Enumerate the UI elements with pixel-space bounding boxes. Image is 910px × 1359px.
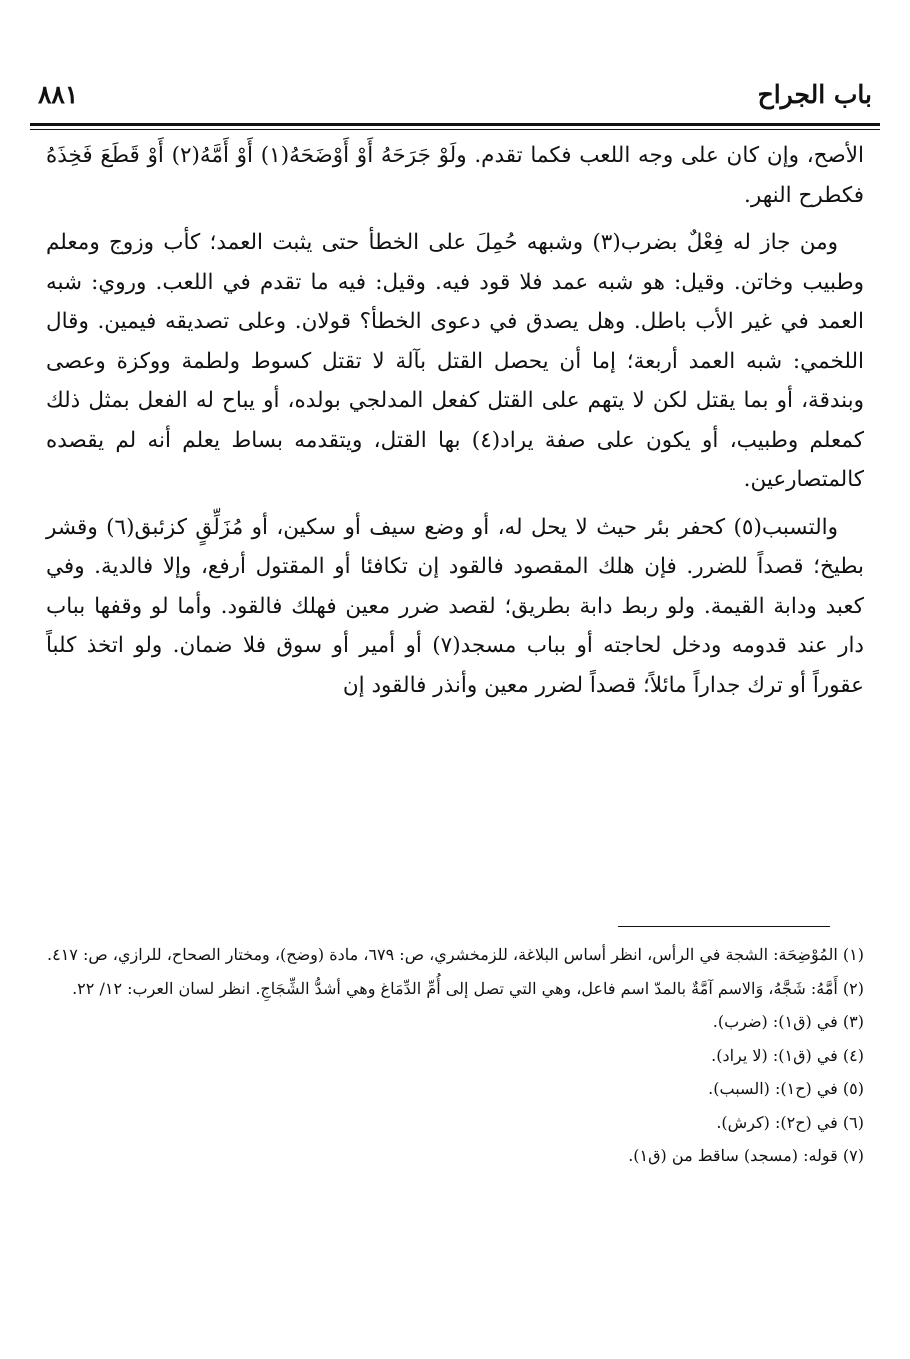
footnotes bbox=[46, 938, 864, 1173]
page-number: ٨٨١ bbox=[38, 80, 79, 109]
footnote: (٧) قوله: (مسجد) ساقط من (ق١). bbox=[628, 1146, 864, 1165]
footnote: (٥) في (ح١): (السبب). bbox=[708, 1079, 864, 1098]
footnote: (٣) في (ق١): (ضرب). bbox=[712, 1012, 864, 1031]
footnote-separator bbox=[618, 926, 830, 927]
header-rule-thick bbox=[30, 123, 880, 126]
chapter-title: باب الجراح bbox=[757, 80, 872, 109]
header-rule-thin bbox=[30, 129, 880, 130]
page-header bbox=[30, 72, 880, 120]
paragraph: ومن جاز له فِعْلٌ بضرب(٣) وشبهه حُمِلَ على الخطأ حتى يثبت العمد؛ كأب وزوج ومعلم وطبيب وخاتن. وقيل: هو شبه عمد فلا قود فيه. وقيل: فيه ما تقدم في اللعب. وروي: شبه العمد في غير الأب باطل. وهل يصدق في دعوى الخطأ؟ قولان. وعلى تصديقه فيمين. وقال اللخمي: شبه العمد أربعة؛ إما أن يحصل القتل بآلة لا تقتل كسوط ولطمة ووكزة وعصى وبندقة، أو بما يقتل لكن لا يتهم على القتل كفعل المدلجي بولده، أو يباح له الفعل بمثل ذلك كمعلم وطبيب، أو يكون على صفة يراد(٤) بها القتل، ويتقدمه بساط يعلم أنه لم يقصده كالمتصارعين. bbox=[46, 230, 864, 492]
main-text bbox=[46, 136, 864, 713]
footnote: (٤) في (ق١): (لا يراد). bbox=[711, 1045, 864, 1065]
paragraph: والتسبب(٥) كحفر بئر حيث لا يحل له، أو وضع سيف أو سكين، أو مُزَلِّقٍ كزئبق(٦) وقشر بطيخ؛ قصداً للضرر. فإن هلك المقصود فالقود إن تكافئا أو المقتول أرفع، وإلا فالدية. وفي كعبد ودابة القيمة. ولو ربط دابة بطريق؛ لقصد ضرر معين فهلك فالقود. وأما لو وقفها بباب دار عند قدومه ودخل لحاجته أو بباب مسجد(٧) أو أمير أو سوق فلا ضمان. ولو اتخذ كلباً عقوراً أو ترك جداراً مائلاً؛ قصداً لضرر معين وأنذر فالقود إن bbox=[46, 514, 864, 698]
paragraph: الأصح، وإن كان على وجه اللعب فكما تقدم. ولَوْ جَرَحَهُ أَوْ أَوْضَحَهُ(١) أَوْ أَمَّهُ(٢) أَوْ قَطَعَ فَخِذَهُ فكطرح النهر. bbox=[46, 143, 865, 208]
footnote: (٦) في (ح٢): (كرش). bbox=[716, 1112, 864, 1132]
footnote: (١) المُوْضِحَة: الشجة في الرأس، انظر أساس البلاغة، للزمخشري، ص: ٦٧٩، مادة (وضح)، ومختار الصحاح، للرازي، ص: ٤١٧. bbox=[47, 945, 864, 964]
footnote: (٢) أَمَّهُ: شَجَّهُ، وَالاسم آمَّةٌ بالمدّ اسم فاعل، وهي التي تصل إلى أُمِّ الدِّمَاغ وهي أشدُّ الشِّجَاجِ. انظر لسان العرب: ١٢/ ٢٢. bbox=[72, 978, 864, 998]
